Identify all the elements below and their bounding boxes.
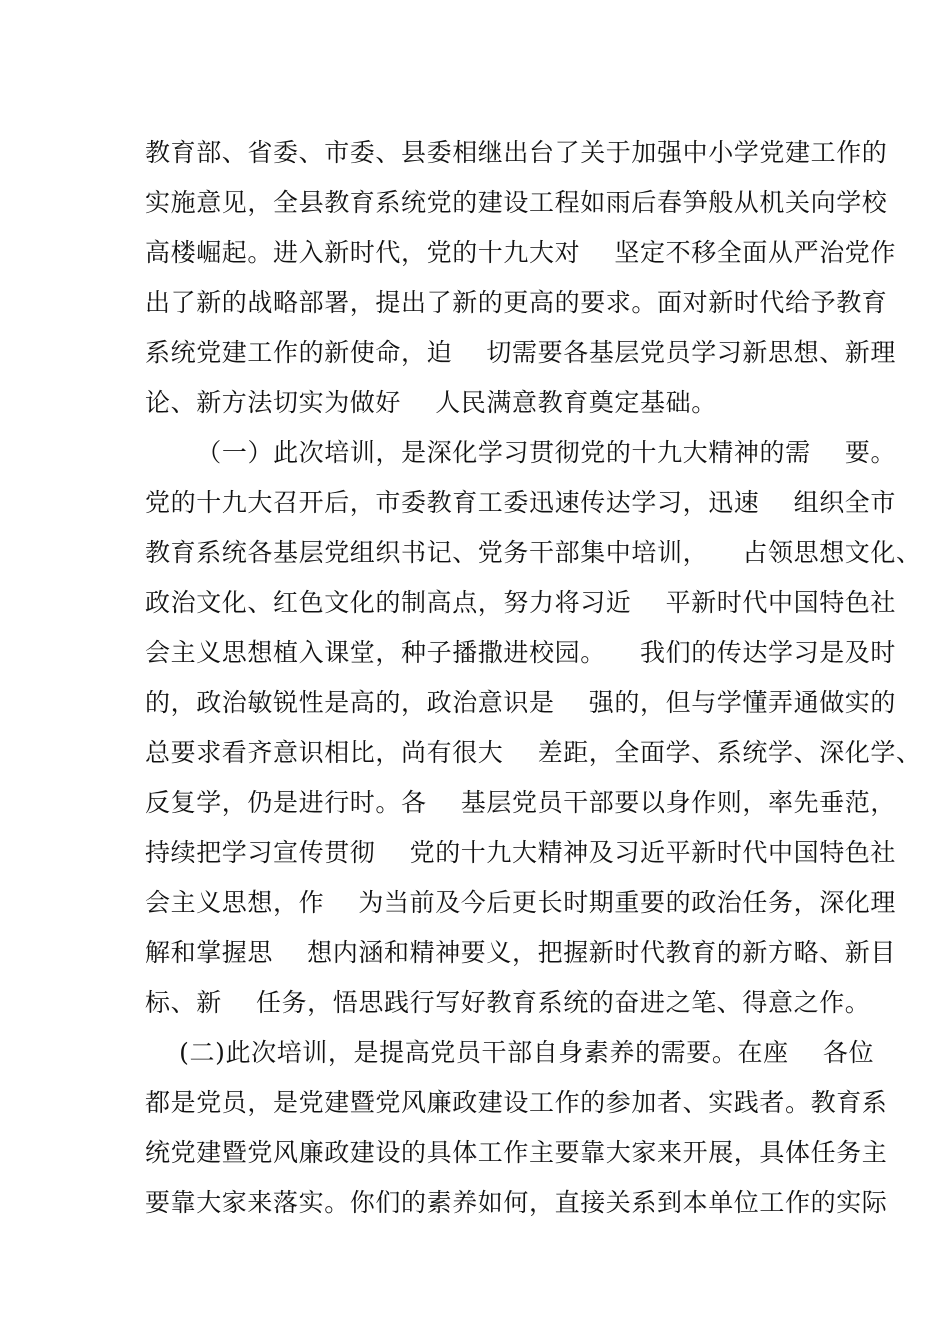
text-line: 会主义思想植入课堂，种子播撒进校园。 我们的传达学习是及时 [145,638,896,667]
text-line: 解和掌握思 想内涵和精神要义，把握新时代教育的新方略、新目 [145,938,896,967]
section-heading-line: (二)此次培训，是提高党员干部自身素养的需要。在座 各位 [145,1038,875,1067]
text-line: 总要求看齐意识相比，尚有很大 差距，全面学、系统学、深化学、 [145,738,922,767]
section-heading-line: （一）此次培训，是深化学习贯彻党的十九大精神的需 要。 [145,438,897,467]
text-line: 教育部、省委、市委、县委相继出台了关于加强中小学党建工作的 [145,138,888,167]
text-line: 要靠大家来落实。你们的素养如何，直接关系到本单位工作的实际 [145,1188,888,1217]
body-text [145,130,922,1230]
text-line: 反复学，仍是进行时。各 基层党员干部要以身作则，率先垂范， [145,788,896,817]
text-line: 持续把学习宣传贯彻 党的十九大精神及习近平新时代中国特色社 [145,838,896,867]
text-line: 系统党建工作的新使命，迫 切需要各基层党员学习新思想、新理 [145,338,896,367]
text-line: 标、新 任务，悟思践行写好教育系统的奋进之笔、得意之作。 [145,988,871,1017]
text-line: 高楼崛起。进入新时代，党的十九大对 坚定不移全面从严治党作 [145,238,896,267]
text-line: 教育系统各基层党组织书记、党务干部集中培训， 占领思想文化、 [145,538,922,567]
text-line: 政治文化、红色文化的制高点，努力将习近 平新时代中国特色社 [145,588,896,617]
text-line: 实施意见，全县教育系统党的建设工程如雨后春笋般从机关向学校 [145,188,888,217]
text-line: 的，政治敏锐性是高的，政治意识是 强的，但与学懂弄通做实的 [145,688,896,717]
text-line: 党的十九大召开后，市委教育工委迅速传达学习，迅速 组织全市 [145,488,896,517]
text-line: 出了新的战略部署，提出了新的更高的要求。面对新时代给予教育 [145,288,888,317]
text-line: 都是党员，是党建暨党风廉政建设工作的参加者、实践者。教育系 [145,1088,888,1117]
text-line: 统党建暨党风廉政建设的具体工作主要靠大家来开展，具体任务主 [145,1138,888,1167]
text-line: 会主义思想，作 为当前及今后更长时期重要的政治任务，深化理 [145,888,896,917]
text-line: 论、新方法切实为做好 人民满意教育奠定基础。 [145,388,717,417]
